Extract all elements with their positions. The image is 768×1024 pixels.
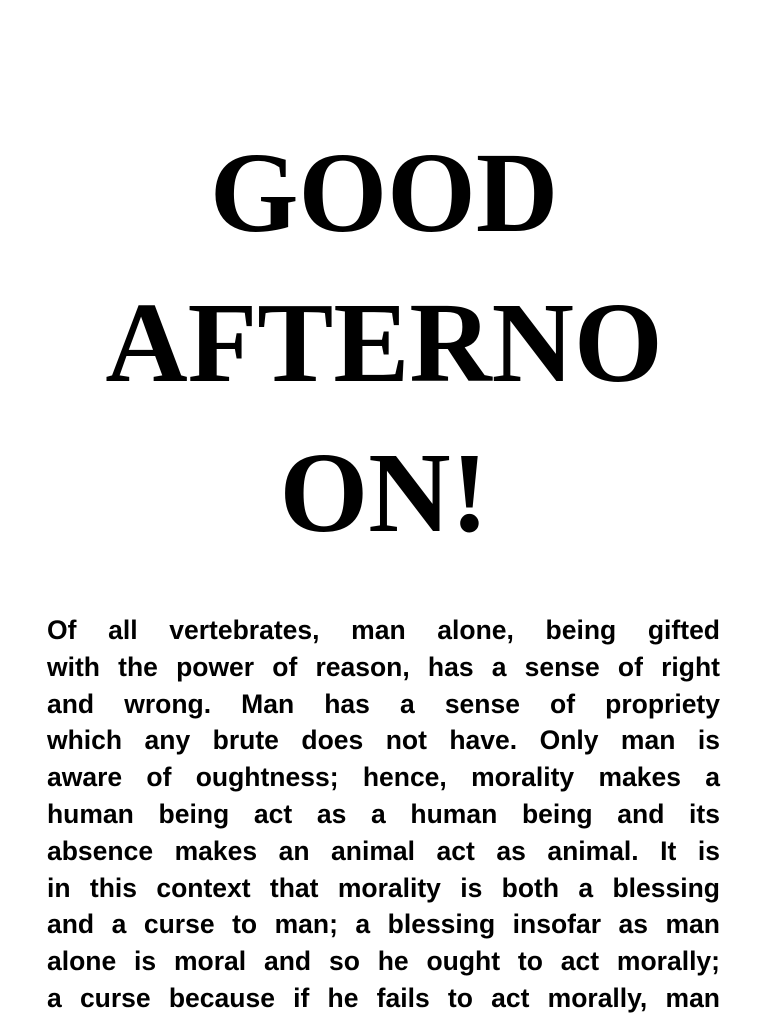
paragraph-line: aware of oughtness; hence, morality makes a [47,762,720,793]
paragraph-line: alone is moral and so he ought to act morally; [47,946,720,977]
paragraph-line: which any brute does not have. Only man is [47,725,720,756]
title-line: ON! [279,429,489,556]
paragraph-line: human being act as a human being and its [47,798,720,829]
paragraph-line: Of all vertebrates, man alone, being gifted [47,615,720,645]
title-line: GOOD [209,129,559,256]
page-title [0,118,768,568]
paragraph-line: with the power of reason, has a sense of right [47,651,720,682]
paragraph-line: and wrong. Man has a sense of propriety [47,688,720,719]
body-paragraph [47,612,720,1017]
paragraph-line: and a curse to man; a blessing insofar as man [47,909,720,940]
paragraph-line: absence makes an animal act as animal. It is [47,835,720,866]
paragraph-line: in this context that morality is both a blessing [47,872,720,903]
paragraph-line: a curse because if he fails to act morally, man [47,982,720,1013]
title-line: AFTERNO [105,279,663,406]
